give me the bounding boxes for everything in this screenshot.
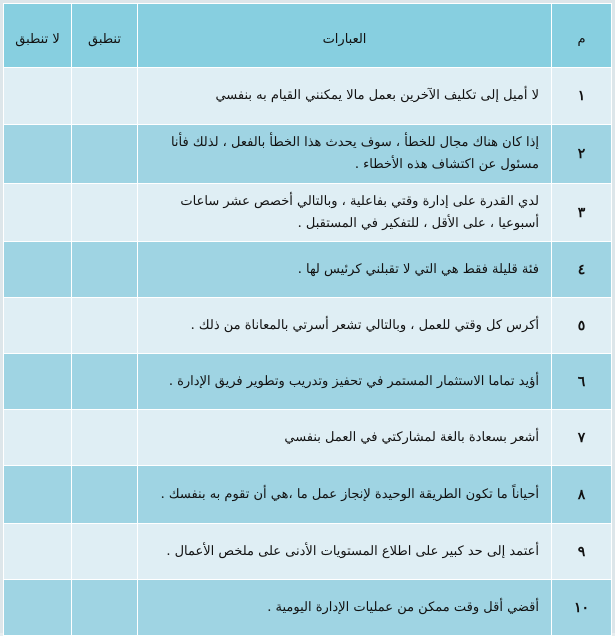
row-number: ٣: [552, 184, 612, 242]
applies-cell[interactable]: [72, 298, 138, 354]
not-applies-cell[interactable]: [4, 580, 72, 636]
table-row: [4, 354, 612, 410]
row-statement: أحياناً ما تكون الطريقة الوحيدة لإنجاز عمل ما ،هي أن تقوم به بنفسك .: [138, 466, 552, 524]
not-applies-cell[interactable]: [4, 410, 72, 466]
applies-cell[interactable]: [72, 184, 138, 242]
not-applies-cell[interactable]: [4, 354, 72, 410]
row-statement: لدي القدرة على إدارة وقتي بفاعلية ، وبالتالي أخصص عشر ساعات أسبوعيا ، على الأقل ، للتفكير في المستقبل .: [138, 184, 552, 242]
header-num: م: [552, 4, 612, 68]
row-statement: أؤيد تماما الاستثمار المستمر في تحفيز وتدريب وتطوير فريق الإدارة .: [138, 354, 552, 410]
table-row: [4, 524, 612, 580]
row-statement: أشعر بسعادة بالغة لمشاركتي في العمل بنفسي: [138, 410, 552, 466]
row-statement: أكرس كل وقتي للعمل ، وبالتالي تشعر أسرتي بالمعاناة من ذلك .: [138, 298, 552, 354]
table-row: [4, 580, 612, 636]
row-statement: فئة قليلة فقط هي التي لا تقبلني كرئيس لها .: [138, 242, 552, 298]
survey-table: [3, 3, 612, 636]
table-row: [4, 242, 612, 298]
not-applies-cell[interactable]: [4, 242, 72, 298]
row-number: ٦: [552, 354, 612, 410]
applies-cell[interactable]: [72, 410, 138, 466]
header-applies: تنطبق: [72, 4, 138, 68]
row-number: ٩: [552, 524, 612, 580]
table-row: [4, 68, 612, 125]
table-row: [4, 466, 612, 524]
applies-cell[interactable]: [72, 242, 138, 298]
applies-cell[interactable]: [72, 466, 138, 524]
row-statement: لا أميل إلى تكليف الآخرين بعمل مالا يمكنني القيام به بنفسي: [138, 68, 552, 125]
row-statement: إذا كان هناك مجال للخطأ ، سوف يحدث هذا الخطأ بالفعل ، لذلك فأنا مسئول عن اكتشاف هذه الأخطاء .: [138, 125, 552, 184]
applies-cell[interactable]: [72, 354, 138, 410]
not-applies-cell[interactable]: [4, 524, 72, 580]
applies-cell[interactable]: [72, 580, 138, 636]
not-applies-cell[interactable]: [4, 298, 72, 354]
applies-cell[interactable]: [72, 125, 138, 184]
applies-cell[interactable]: [72, 68, 138, 125]
not-applies-cell[interactable]: [4, 184, 72, 242]
row-number: ٧: [552, 410, 612, 466]
row-number: ١: [552, 68, 612, 125]
row-statement: أعتمد إلى حد كبير على اطلاع المستويات الأدنى على ملخص الأعمال .: [138, 524, 552, 580]
row-number: ٢: [552, 125, 612, 184]
table-row: [4, 410, 612, 466]
row-number: ٨: [552, 466, 612, 524]
row-statement: أقضي أقل وقت ممكن من عمليات الإدارة اليومية .: [138, 580, 552, 636]
table-row: [4, 298, 612, 354]
table-row: [4, 125, 612, 184]
not-applies-cell[interactable]: [4, 125, 72, 184]
row-number: ٤: [552, 242, 612, 298]
row-number: ١٠: [552, 580, 612, 636]
table-header-row: [4, 4, 612, 68]
header-not-applies: لا تنطبق: [4, 4, 72, 68]
applies-cell[interactable]: [72, 524, 138, 580]
not-applies-cell[interactable]: [4, 68, 72, 125]
header-statements: العبارات: [138, 4, 552, 68]
not-applies-cell[interactable]: [4, 466, 72, 524]
row-number: ٥: [552, 298, 612, 354]
table-row: [4, 184, 612, 242]
